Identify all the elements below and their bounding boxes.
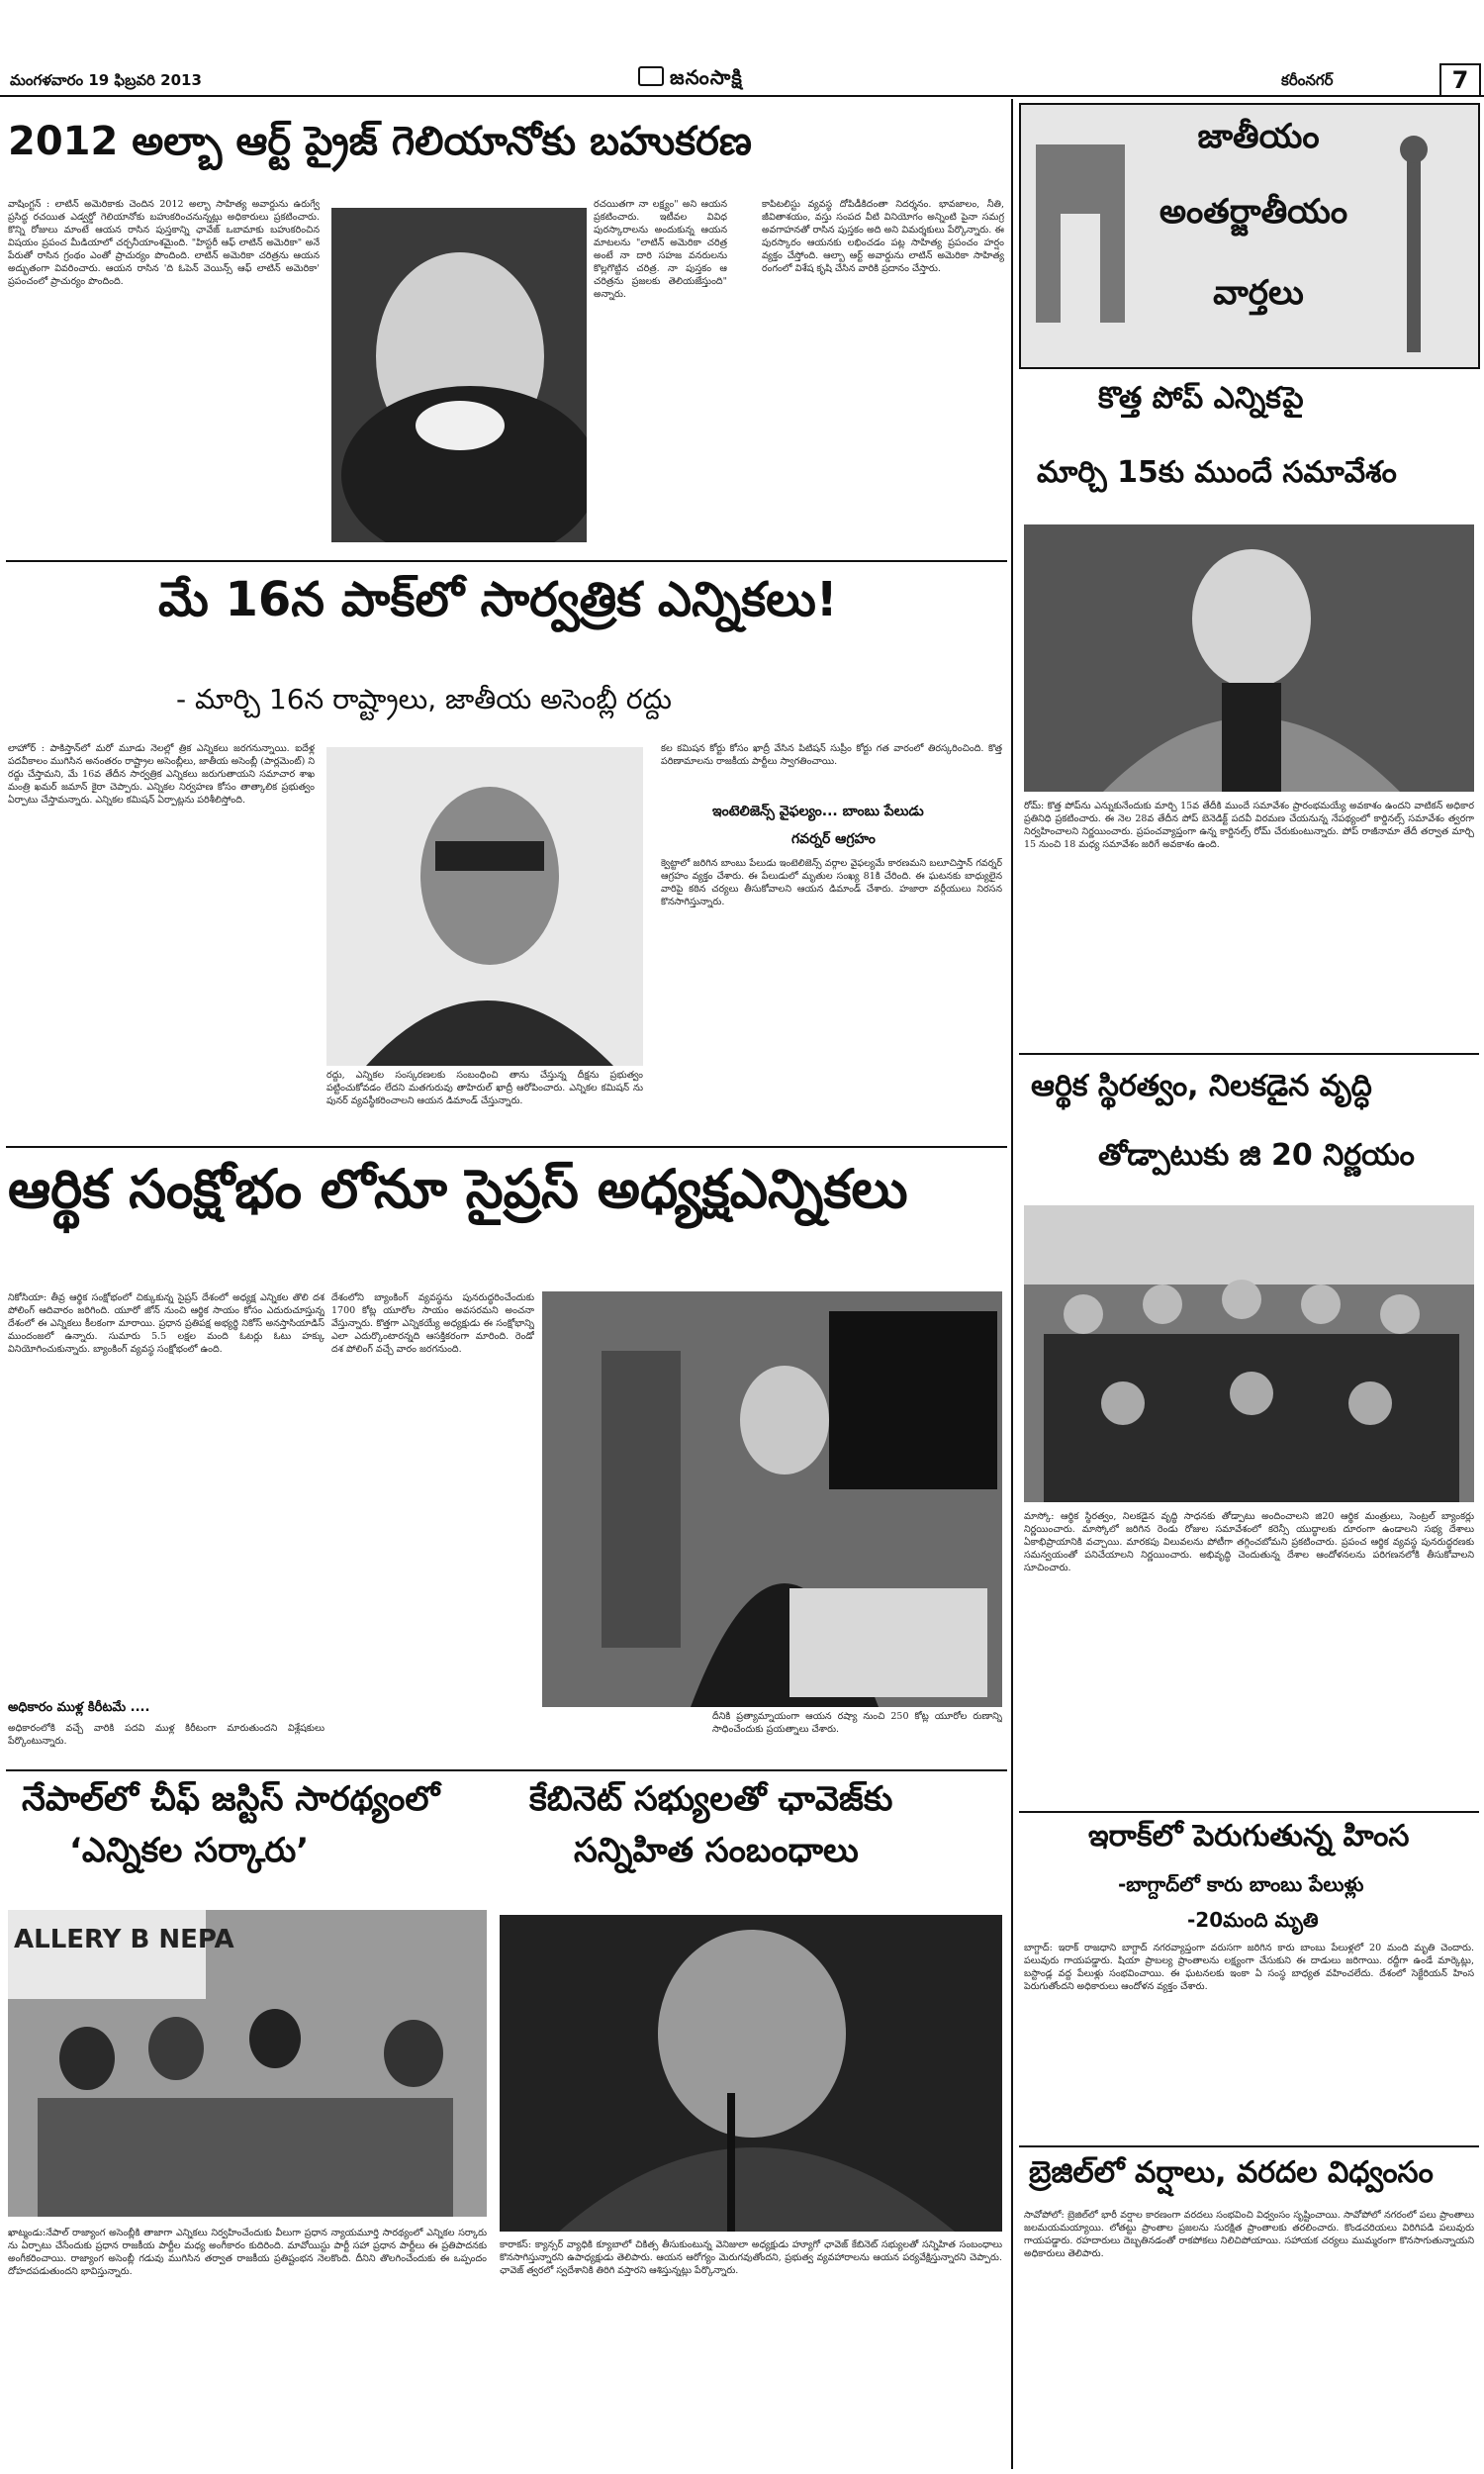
portrait-icon: [326, 747, 643, 1066]
story2-photo: [1024, 1205, 1474, 1502]
article2-subhead: - మార్చి 16న రాష్ట్రాలు, జాతీయ అసెంబ్లీ రద్దు: [176, 683, 672, 715]
article2-col2: రద్దు, ఎన్నికల సంస్కరణలకు సంబంధించి తాను చేస్తున్న దీక్షను ప్రభుత్వం పట్టించుకోవడం లేదని మతగురువు తాహిరుల్ ఖాద్రీ ఆరోపించారు. ఎన్నికల కమిషన్ ను పునర్ వ్యవస్థీకరించాలని ఆయన డిమాండ్ చేస్తున్నారు.: [326, 1070, 643, 1106]
article4-photo: [8, 1910, 487, 2217]
banner-line2: అంతర్జాతీయం: [1159, 192, 1348, 232]
portrait-icon: [1024, 524, 1474, 792]
story3-body: బాగ్దాద్: ఇరాక్ రాజధాని బాగ్దాద్ నగరవ్యాప్తంగా వరుసగా జరిగిన కారు బాంబు పేలుళ్లలో 20 మంది మృతి చెందారు. పలువురు గాయపడ్డారు. షియా ప్రాబల్య ప్రాంతాలను లక్ష్యంగా చేసుకుని ఈ దాడులు జరిగాయి. రద్దీగా ఉండే మార్కెట్లు, బస్టాండ్ల వద్ద పేలుళ్లు సంభవించాయి. ఈ ఘటనలకు ఇంకా ఏ సంస్థ బాధ్యత వహించలేదు. దేశంలో సెక్టేరియన్ హింస పెరుగుతోందని అధికారులు ఆందోళన వ్యక్తం చేశారు.: [1024, 1943, 1474, 1992]
article5-photo: [500, 1915, 1002, 2232]
paper-name: జనంసాక్షి: [670, 65, 743, 89]
ballot-box-icon: [542, 1291, 1002, 1707]
article5-body: కారాకస్: క్యాన్సర్ వ్యాధికి క్యూబాలో చికిత్స తీసుకుంటున్న వెనిజులా అధ్యక్షుడు హ్యూగో ఛావెజ్ కేబినెట్ సభ్యులతో సన్నిహిత సంబంధాలు కొనసాగిస్తున్నారని ఉపాధ్యక్షుడు తెలిపారు. ఆయన ఆరోగ్యం మెరుగవుతోందని, ప్రభుత్వ వ్యవహారాలను ఆయన పర్యవేక్షిస్తున్నారని చెప్పారు. ఛావెజ్ త్వరలో స్వదేశానికి తిరిగి వస్తారని ఆశిస్తున్నట్లు పేర్కొన్నారు.: [500, 2239, 1002, 2276]
section-banner: [1019, 103, 1480, 369]
article4-headline-line1: నేపాల్‌లో చీఫ్ జస్టిస్ సారథ్యంలో: [22, 1779, 440, 1819]
section-rule: [1019, 2145, 1479, 2147]
story1-body: రోమ్: కొత్త పోప్‌ను ఎన్నుకునేందుకు మార్చి 15వ తేదీకి ముందే సమావేశం ప్రారంభమయ్యే అవకాశం ఉందని వాటికన్ అధికార ప్రతినిధి ప్రకటించారు. ఈ నెల 28వ తేదీన పోప్ బెనెడిక్ట్ పదవీ విరమణ చేయనున్న నేపథ్యంలో కార్డినల్స్ సమావేశం త్వరగా నిర్వహించాలని నిర్ణయించారు. ప్రపంచవ్యాప్తంగా ఉన్న కార్డినల్స్ రోమ్ చేరుకుంటున్నారు. పోప్ రాజీనామా తేదీ తర్వాత మార్చి 15 నుంచి 18 మధ్య సమావేశం జరిగే అవకాశం ఉంది.: [1024, 801, 1474, 850]
header-rule: [0, 95, 1484, 97]
article3-subhead: అధికారం ముళ్ల కిరీటమే ....: [8, 1700, 150, 1715]
article2-photo: [326, 747, 643, 1066]
section-rule: [6, 1146, 1007, 1148]
section-rule: [1019, 1053, 1479, 1055]
photo-sign-text: ALLERY B NEPA: [14, 1925, 234, 1954]
story1-photo: [1024, 524, 1474, 792]
section-rule: [6, 560, 1007, 562]
article1-headline: 2012 అల్బా ఆర్ట్ ప్రైజ్ గెలియానోకు బహుకరణ: [8, 119, 752, 164]
story3-headline: ఇరాక్‌లో పెరుగుతున్న హింస: [1088, 1819, 1410, 1854]
article4-headline-line2: ‘ఎన్నికల సర్కారు’: [69, 1831, 310, 1870]
article3-photo: [542, 1291, 1002, 1707]
masthead: [638, 65, 743, 94]
article3-col1b: అధికారంలోకి వచ్చే వారికి పదవి ముళ్ల కిరీటంగా మారుతుందని విశ్లేషకులు పేర్కొంటున్నారు.: [8, 1723, 325, 1747]
article5-headline-line2: సన్నిహిత సంబంధాలు: [574, 1831, 859, 1870]
story2-headline-line2: తోడ్పాటుకు జి 20 నిర్ణయం: [1098, 1138, 1415, 1173]
article3-col2: దేశంలోని బ్యాంకింగ్ వ్యవస్థను పునరుద్ధరించేందుకు 1700 కోట్ల యూరోల సాయం అవసరమని అంచనా వేస్తున్నారు. కొత్తగా ఎన్నికయ్యే అధ్యక్షుడు ఈ సంక్షోభాన్ని ఎలా ఎదుర్కొంటారన్నది ఆసక్తికరంగా మారింది. రెండో దశ పోలింగ్ వచ్చే వారం జరగనుంది.: [331, 1292, 534, 1355]
section-rule: [6, 1769, 1007, 1771]
banner-line3: వార్తలు: [1213, 273, 1304, 313]
story2-body: మాస్కో: ఆర్థిక స్థిరత్వం, నిలకడైన వృద్ధి సాధనకు తోడ్పాటు అందించాలని జి20 ఆర్థిక మంత్రులు, సెంట్రల్ బ్యాంకర్లు నిర్ణయించారు. మాస్కోలో జరిగిన రెండు రోజుల సమావేశంలో కరెన్సీ యుద్ధాలకు దూరంగా ఉండాలని సభ్య దేశాలు ఏకాభిప్రాయానికి వచ్చాయి. మారకపు విలువలను పోటీగా తగ్గించబోమని ప్రకటించారు. ప్రపంచ ఆర్థిక వ్యవస్థ పునరుద్ధరణకు సమన్వయంతో పనిచేయాలని నిర్ణయించారు. అభివృద్ధి చెందుతున్న దేశాల ఆందోళనలను పరిగణనలోకి తీసుకోవాలని సూచించారు.: [1024, 1511, 1474, 1573]
meeting-photo-icon: [8, 1910, 487, 2217]
article1-col2: రచయితగా నా లక్ష్యం" అని ఆయన ప్రకటించారు. ఇటీవల వివిధ పురస్కారాలను అందుకున్న ఆయన మాటలను "లాటిన్ అమెరికా చరిత్ర అంటే నా దారి సహజ వనరులను కొల్లగొట్టిన చరిత్ర. నా పుస్తకం ఆ చరిత్రను ప్రజలకు తెలియజేస్తుంది" అన్నారు.: [594, 199, 727, 300]
story1-headline-line1: కొత్త పోప్ ఎన్నికపై: [1098, 381, 1304, 416]
article2-col1: లాహోర్ : పాకిస్తాన్‌లో మరో మూడు నెలల్లో త్రిక ఎన్నికలు జరగనున్నాయి. ఐదేళ్ల పదవీకాలం ముగిసిన అనంతరం రాష్ట్రాల అసెంబ్లీలు, జాతీయ అసెంబ్లీ (పార్లమెంట్) ని రద్దు చేస్తామని, మే 16వ తేదీన సార్వత్రిక ఎన్నికలు జరుగుతాయని సమాచార శాఖ మంత్రి ఖమర్ జమాన్ కైరా చెప్పారు. ఎన్నికల నిర్వహణ కోసం తాత్కాలిక ప్రభుత్వం ఏర్పాటు చేస్తామన్నారు. ఎన్నికల కమిషన్ ఏర్పాట్లను పరిశీలిస్తోంది.: [8, 743, 315, 806]
page-number: 7: [1439, 63, 1481, 97]
article4-body: ఖాట్మండు:నేపాల్ రాజ్యాంగ అసెంబ్లీకి తాజాగా ఎన్నికలు నిర్వహించేందుకు వీలుగా ప్రధాన న్యాయమూర్తి సారథ్యంలో ఎన్నికల సర్కారు ను ఏర్పాటు చేసేందుకు ప్రధాన రాజకీయ పార్టీల మధ్య అంగీకారం కుదిరింది. మావోయిస్టు పార్టీ సహా ప్రధాన పార్టీలు ఈ ప్రతిపాదనకు అంగీకరించాయి. రాజ్యాంగ అసెంబ్లీ గడువు ముగిసిన తర్వాత రాజకీయ ప్రతిష్టంభన నెలకొంది. దీనిని తొలగించేందుకు ఈ ఒప్పందం దోహదపడుతుందని భావిస్తున్నారు.: [8, 2228, 487, 2277]
banner-line1: జాతీయం: [1197, 117, 1320, 156]
column-divider: [1011, 99, 1013, 2469]
article5-headline-line1: కేబినెట్ సభ్యులతో ఛావెజ్‌కు: [529, 1779, 893, 1819]
article2-col3b: క్వెట్టాలో జరిగిన బాంబు పేలుడు ఇంటెలిజెన్స్ వర్గాల వైఫల్యమే కారణమని బలూచిస్తాన్ గవర్నర్ ఆగ్రహం వ్యక్తం చేశారు. ఈ పేలుడులో మృతుల సంఖ్య 81కి చేరింది. ఈ ఘటనకు బాధ్యులైన వారిపై కఠిన చర్యలు తీసుకోవాలని ఆయన డిమాండ్ చేశారు. హజారా వర్గీయులు నిరసన కొనసాగిస్తున్నారు.: [661, 858, 1002, 907]
article3-caption: దీనికి ప్రత్యామ్నాయంగా ఆయన రష్యా నుంచి 250 కోట్ల యూరోల రుణాన్ని సాధించేందుకు ప్రయత్నాలు చేశారు.: [712, 1711, 1002, 1735]
story2-headline-line1: ఆర్థిక స్థిరత్వం, నిలకడైన వృద్ధి: [1031, 1069, 1372, 1103]
story4-body: సావోపోలో: బ్రెజిల్‌లో భారీ వర్షాల కారణంగా వరదలు సంభవించి విధ్వంసం సృష్టించాయి. సావోపోలో నగరంలో పలు ప్రాంతాలు జలమయమయ్యాయి. లోతట్టు ప్రాంతాల ప్రజలను సురక్షిత ప్రాంతాలకు తరలించారు. కొండచరియలు విరిగిపడి పలువురు గాయపడ్డారు. రహదారులు దెబ్బతినడంతో రాకపోకలు నిలిచిపోయాయి. సహాయక చర్యలు ముమ్మరంగా కొనసాగుతున్నాయని అధికారులు తెలిపారు.: [1024, 2210, 1474, 2259]
portrait-icon: [331, 208, 587, 542]
article3-col1: నికోసియా: తీవ్ర ఆర్థిక సంక్షోభంలో చిక్కుకున్న సైప్రస్ దేశంలో అధ్యక్ష ఎన్నికల తొలి దశ పోలింగ్ ఆదివారం జరిగింది. యూరో జోన్ నుంచి ఆర్థిక సాయం కోసం ఎదురుచూస్తున్న దేశంలో ఈ ఎన్నికలు కీలకంగా మారాయి. ప్రధాన ప్రతిపక్ష అభ్యర్థి నికోస్ అనస్తాసియాడిస్ ముందంజలో ఉన్నారు. సుమారు 5.5 లక్షల మంది ఓటర్లు ఓటు హక్కు వినియోగించుకున్నారు. బ్యాంకింగ్ వ్యవస్థ సంక్షోభంలో ఉంది.: [8, 1292, 325, 1355]
story3-sub2: -20మంది మృతి: [1187, 1908, 1319, 1932]
group-photo-icon: [1024, 1205, 1474, 1502]
article1-photo: [331, 208, 587, 542]
story1-headline-line2: మార్చి 15కు ముందే సమావేశం: [1037, 455, 1397, 490]
portrait-icon: [500, 1915, 1002, 2232]
story3-sub1: -బాగ్దాద్‌లో కారు బాంబు పేలుళ్లు: [1118, 1872, 1364, 1896]
section-rule: [1019, 1811, 1479, 1813]
article2-subhead2: ఇంటెలిజెన్స్ వైఫల్యం... బాంబు పేలుడు: [712, 804, 924, 819]
article1-col3: కాపిటలిస్టు వ్యవస్థ దోపిడీకిదంతా నిదర్శనం. భావజాలం, నీతి, జీవితాశయం, వస్తు సంపద వీటి వినియోగం అన్నింటి పైనా సమగ్ర అవగాహనతో రాసిన పుస్తకం అది అని విమర్శకులు పేర్కొన్నారు. ఈ పురస్కారం ఆయనకు లభించడం పట్ల సాహిత్య ప్రపంచం హర్షం వ్యక్తం చేస్తోంది. ఆల్బా ఆర్ట్ అవార్డును లాటిన్ అమెరికా సాహిత్య రంగంలో విశేష కృషి చేసిన వారికి ప్రదానం చేస్తారు.: [762, 199, 1004, 274]
story4-headline: బ్రెజిల్‌లో వర్షాలు, వరదల విధ్వంసం: [1029, 2155, 1434, 2190]
article3-headline: ఆర్థిక సంక్షోభం లోనూ సైప్రస్ అధ్యక్షఎన్నికలు: [8, 1158, 908, 1220]
article2-col3: కల కమిషన కోర్టు కోసం ఖాద్రీ వేసిన పిటిషన్ సుప్రీం కోర్టు గత వారంలో తిరస్కరించింది. కొత్త పరిణామాలను రాజకీయ పార్టీలు స్వాగతించాయి.: [661, 743, 1002, 767]
article2-headline: మే 16న పాక్‌లో సార్వత్రిక ఎన్నికలు!: [158, 572, 838, 627]
issue-date: మంగళవారం 19 ఫిబ్రవరి 2013: [10, 71, 202, 89]
article2-subhead3: గవర్నర్ ఆగ్రహం: [791, 831, 876, 847]
newspaper-logo-icon: [638, 66, 664, 86]
edition-city: కరీంనగర్: [1281, 71, 1334, 89]
article1-col1: వాషింగ్టన్ : లాటిన్ అమెరికాకు చెందిన 2012 అల్బా సాహిత్య అవార్డును ఉరుగ్వే ప్రసిద్ధ రచయిత ఎడ్వర్డో గెలియానోకు బహుకరించనున్నట్లు అధికారులు ప్రకటించారు. కొన్ని రోజులు మాంటే ఆయన రాసిన పుస్తకాన్ని ఛావేజ్ ఒబామాకు బహుకరించిన విషయం ప్రపంచ మీడియాలో చర్చనీయాంశమైంది. "హిస్టరీ ఆఫ్ లాటిన్ అమెరికా" అనే పేరుతో రాసిన గ్రంథం ఎంతో ప్రాచుర్యం పొందింది. లాటిన్ అమెరికా చరిత్రను ఆయన అద్భుతంగా వివరించారు. ఆయన రాసిన 'ది ఓపెన్ వెయిన్స్ ఆఫ్ లాటిన్ అమెరికా' ప్రపంచంలో ప్రాచుర్యం పొందింది.: [8, 199, 320, 287]
